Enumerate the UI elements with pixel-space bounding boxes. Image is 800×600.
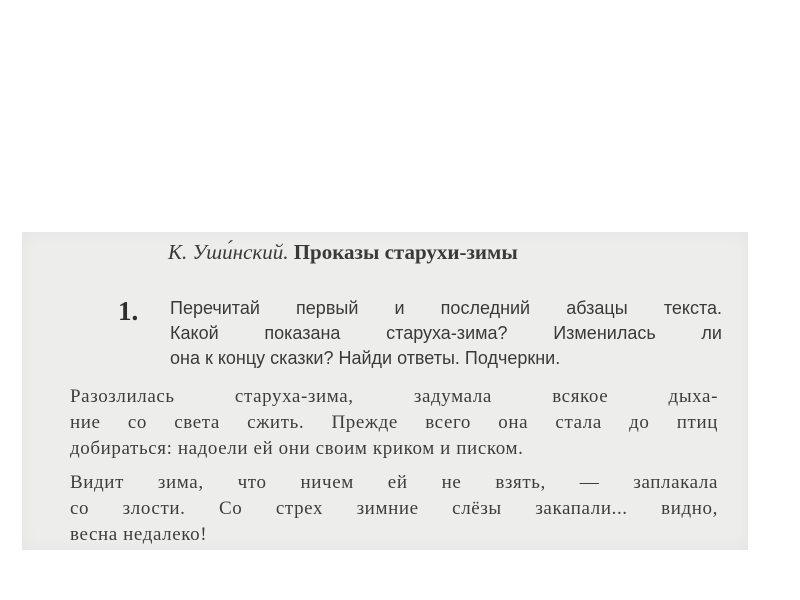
paragraph-line: Видит зима, что ничем ей не взять, — заплакала (70, 472, 718, 493)
paragraph-first (70, 384, 718, 462)
paragraph-line: добираться: надоели ей они своим криком и писком. (70, 438, 524, 459)
task-line: Перечитай первый и последний абзацы текста. (170, 298, 722, 318)
task-number: 1. (118, 296, 139, 326)
paragraph-last (70, 470, 718, 548)
task-line: она к концу сказки? Найди ответы. Подчеркни. (170, 348, 561, 368)
paragraph-line: ние со света сжить. Прежде всего она стала до птиц (70, 412, 718, 433)
paragraph-line: Разозлилась старуха-зима, задумала всякое дыха- (70, 386, 718, 407)
author-name: К. Уши́нский. (168, 240, 289, 264)
paragraph-line: со злости. Со стрех зимние слёзы закапали... видно, (70, 498, 718, 519)
task-line: Какой показана старуха-зима? Изменилась ли (170, 323, 722, 343)
text-heading (168, 240, 728, 265)
task-instructions (170, 296, 722, 371)
story-title: Проказы старухи-зимы (293, 240, 518, 264)
paragraph-line: весна недалеко! (70, 524, 208, 545)
